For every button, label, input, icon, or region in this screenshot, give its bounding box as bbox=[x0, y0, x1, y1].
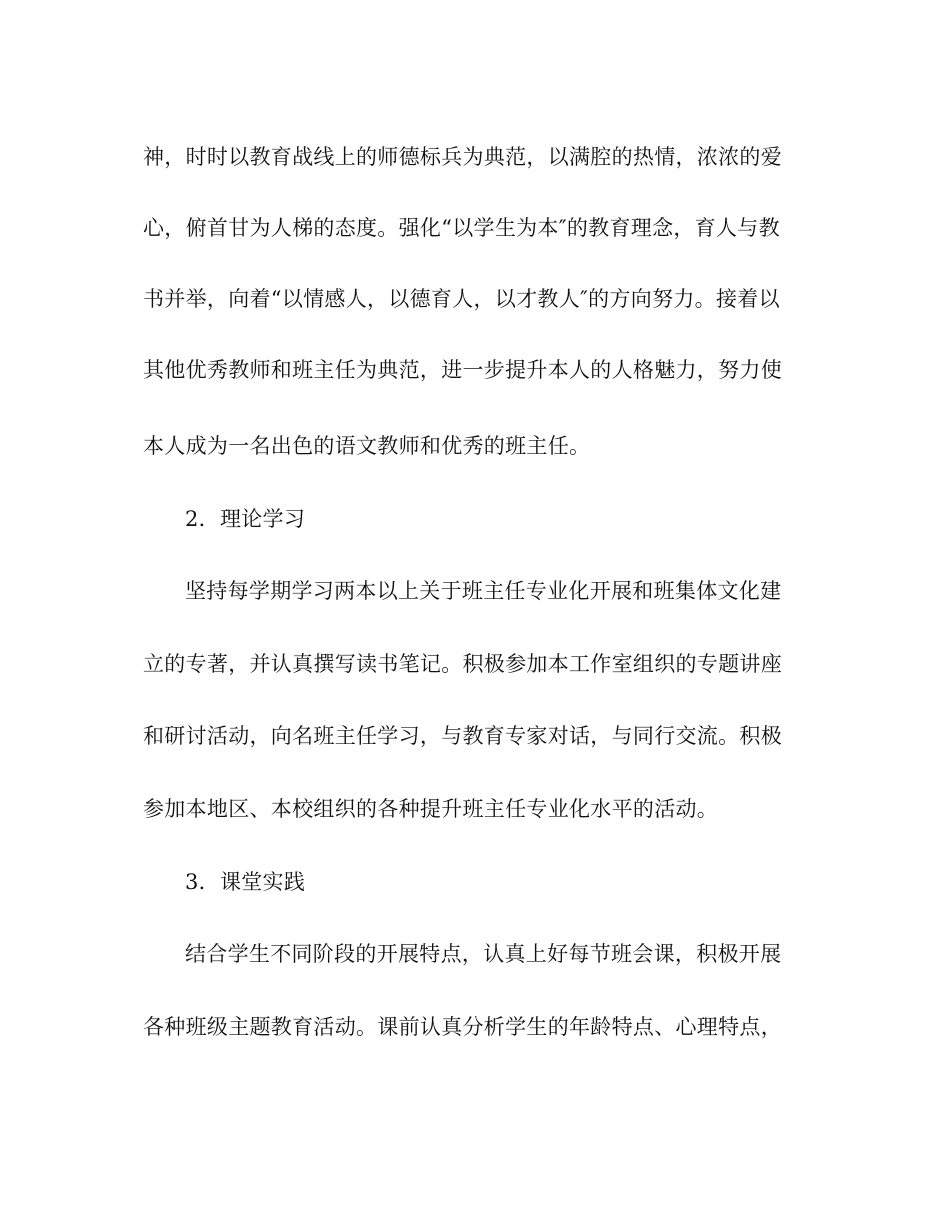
paragraph-line: 立的专著，并认真撰写读书笔记。积极参加本工作室组织的专题讲座 bbox=[143, 652, 782, 676]
paragraph-line: 结合学生不同阶段的开展特点，认真上好每节班会课，积极开展 bbox=[185, 942, 782, 966]
section-heading-theory-study: 2．理论学习 bbox=[185, 507, 306, 531]
paragraph-line: 本人成为一名出色的语文教师和优秀的班主任。 bbox=[143, 434, 591, 458]
paragraph-line: 心，俯首甘为人梯的态度。强化“以学生为本″的教育理念，育人与教 bbox=[143, 216, 780, 240]
paragraph-line: 书并举，向着“以情感人，以德育人，以才教人″的方向努力。接着以 bbox=[143, 287, 780, 311]
paragraph-line: 和研讨活动，向名班主任学习，与教育专家对话，与同行交流。积极 bbox=[143, 724, 782, 748]
section-heading-classroom-practice: 3．课堂实践 bbox=[185, 870, 306, 894]
paragraph-line: 坚持每学期学习两本以上关于班主任专业化开展和班集体文化建 bbox=[185, 579, 782, 603]
paragraph-line: 参加本地区、本校组织的各种提升班主任专业化水平的活动。 bbox=[143, 797, 719, 821]
paragraph-line: 神，时时以教育战线上的师德标兵为典范，以满腔的热情，浓浓的爱 bbox=[143, 145, 782, 169]
paragraph-line: 各种班级主题教育活动。课前认真分析学生的年龄特点、心理特点， bbox=[143, 1015, 782, 1039]
paragraph-line: 其他优秀教师和班主任为典范，进一步提升本人的人格魅力，努力使 bbox=[143, 358, 782, 382]
